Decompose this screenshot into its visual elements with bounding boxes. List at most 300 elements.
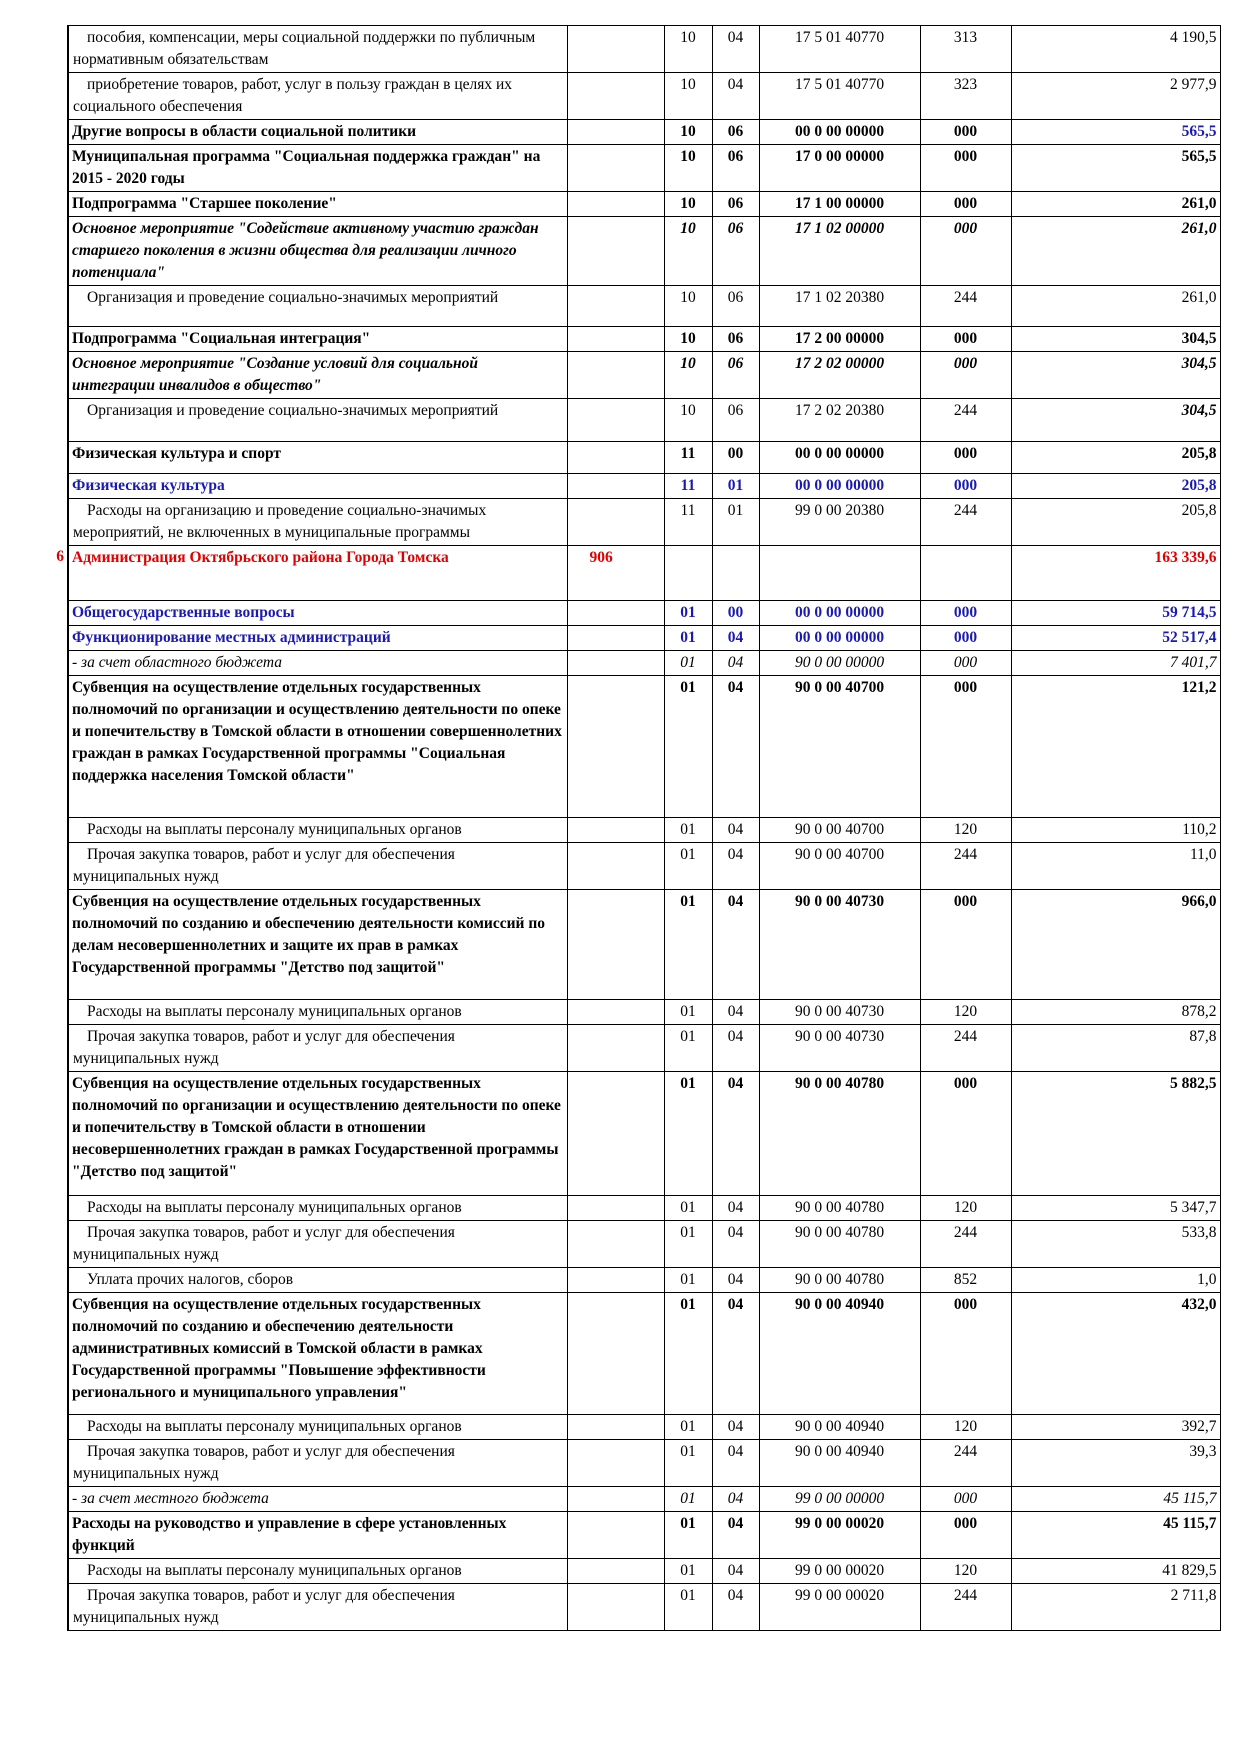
amount: 1,0 [1011, 1268, 1220, 1293]
row-name: Расходы на выплаты персоналу муниципальных органов [68, 1196, 567, 1221]
section-code: 11 [664, 442, 712, 474]
expense-type-code: 244 [920, 399, 1011, 442]
row-name: Администрация Октябрьского района Города Томска [68, 546, 567, 601]
department-code: 906 [567, 546, 664, 601]
subsection-code: 04 [712, 1512, 759, 1559]
expense-type-code: 000 [920, 626, 1011, 651]
target-article-code: 90 0 00 40940 [759, 1415, 920, 1440]
subsection-code: 04 [712, 1000, 759, 1025]
row-number [28, 626, 68, 651]
amount: 205,8 [1011, 499, 1220, 546]
row-name: - за счет местного бюджета [68, 1487, 567, 1512]
section-code: 01 [664, 1440, 712, 1487]
department-code [567, 676, 664, 818]
department-code [567, 601, 664, 626]
department-code [567, 327, 664, 352]
row-name: Подпрограмма "Социальная интеграция" [68, 327, 567, 352]
section-code: 10 [664, 399, 712, 442]
table-row [28, 442, 1220, 474]
target-article-code: 99 0 00 00020 [759, 1584, 920, 1631]
budget-table [28, 25, 1221, 1631]
amount: 45 115,7 [1011, 1487, 1220, 1512]
expense-type-code: 000 [920, 327, 1011, 352]
subsection-code: 00 [712, 442, 759, 474]
subsection-code: 04 [712, 1221, 759, 1268]
target-article-code: 90 0 00 40940 [759, 1440, 920, 1487]
subsection-code: 06 [712, 327, 759, 352]
department-code [567, 1000, 664, 1025]
row-number [28, 1268, 68, 1293]
row-name: Функционирование местных администраций [68, 626, 567, 651]
department-code [567, 120, 664, 145]
department-code [567, 890, 664, 1000]
row-number [28, 1072, 68, 1196]
row-name: Субвенция на осуществление отдельных государственных полномочий по организации и осуществлению деятельности по опеке и попечительству в Томской области в отношении совершеннолетних граждан в рамках Государственной программы "Социальная поддержка населения Томской области" [68, 676, 567, 818]
table-row [28, 1000, 1220, 1025]
expense-type-code: 852 [920, 1268, 1011, 1293]
target-article-code: 90 0 00 40700 [759, 818, 920, 843]
table-row [28, 73, 1220, 120]
target-article-code: 17 2 00 00000 [759, 327, 920, 352]
table-row [28, 1512, 1220, 1559]
row-number [28, 1293, 68, 1415]
table-row [28, 1415, 1220, 1440]
table-row [28, 1293, 1220, 1415]
row-name: Субвенция на осуществление отдельных государственных полномочий по созданию и обеспечению деятельности административных комиссий в Томской области в рамках Государственной программы "Повышение эффективности регионального и муниципального управления" [68, 1293, 567, 1415]
subsection-code: 01 [712, 499, 759, 546]
row-number [28, 651, 68, 676]
amount: 261,0 [1011, 192, 1220, 217]
department-code [567, 651, 664, 676]
amount: 565,5 [1011, 145, 1220, 192]
section-code: 01 [664, 601, 712, 626]
row-number [28, 676, 68, 818]
subsection-code: 04 [712, 818, 759, 843]
target-article-code: 00 0 00 00000 [759, 474, 920, 499]
amount: 52 517,4 [1011, 626, 1220, 651]
expense-type-code: 244 [920, 1584, 1011, 1631]
expense-type-code: 120 [920, 1559, 1011, 1584]
row-name: Расходы на организацию и проведение социально-значимых мероприятий, не включенных в муниципальные программы [68, 499, 567, 546]
table-row [28, 120, 1220, 145]
table-row [28, 399, 1220, 442]
amount: 11,0 [1011, 843, 1220, 890]
section-code: 10 [664, 26, 712, 73]
row-name: Основное мероприятие "Создание условий для социальной интеграции инвалидов в общество" [68, 352, 567, 399]
amount: 5 882,5 [1011, 1072, 1220, 1196]
row-name: пособия, компенсации, меры социальной поддержки по публичным нормативным обязательствам [68, 26, 567, 73]
row-name: Расходы на выплаты персоналу муниципальных органов [68, 1000, 567, 1025]
subsection-code: 04 [712, 73, 759, 120]
department-code [567, 73, 664, 120]
section-code: 01 [664, 1025, 712, 1072]
amount: 5 347,7 [1011, 1196, 1220, 1221]
table-row [28, 1487, 1220, 1512]
expense-type-code: 000 [920, 120, 1011, 145]
target-article-code: 90 0 00 00000 [759, 651, 920, 676]
row-name: Прочая закупка товаров, работ и услуг для обеспечения муниципальных нужд [68, 1025, 567, 1072]
row-number [28, 120, 68, 145]
row-number [28, 73, 68, 120]
expense-type-code: 000 [920, 1487, 1011, 1512]
expense-type-code: 244 [920, 1025, 1011, 1072]
expense-type-code: 120 [920, 1000, 1011, 1025]
row-name: Другие вопросы в области социальной политики [68, 120, 567, 145]
row-number [28, 843, 68, 890]
table-row [28, 676, 1220, 818]
subsection-code: 04 [712, 1559, 759, 1584]
table-row [28, 217, 1220, 286]
row-name: Основное мероприятие "Содействие активному участию граждан старшего поколения в жизни общества для реализации личного потенциала" [68, 217, 567, 286]
expense-type-code: 000 [920, 352, 1011, 399]
amount: 7 401,7 [1011, 651, 1220, 676]
target-article-code: 99 0 00 00020 [759, 1559, 920, 1584]
row-number [28, 286, 68, 327]
amount: 565,5 [1011, 120, 1220, 145]
subsection-code: 06 [712, 217, 759, 286]
row-number [28, 1440, 68, 1487]
expense-type-code: 000 [920, 601, 1011, 626]
expense-type-code: 000 [920, 890, 1011, 1000]
expense-type-code: 244 [920, 286, 1011, 327]
section-code: 01 [664, 1268, 712, 1293]
department-code [567, 1440, 664, 1487]
row-name: Физическая культура [68, 474, 567, 499]
row-number [28, 499, 68, 546]
target-article-code: 90 0 00 40730 [759, 1025, 920, 1072]
department-code [567, 1512, 664, 1559]
amount: 87,8 [1011, 1025, 1220, 1072]
amount: 392,7 [1011, 1415, 1220, 1440]
target-article-code: 90 0 00 40730 [759, 1000, 920, 1025]
subsection-code: 04 [712, 843, 759, 890]
row-number [28, 192, 68, 217]
subsection-code: 04 [712, 1293, 759, 1415]
department-code [567, 1221, 664, 1268]
table-row [28, 499, 1220, 546]
row-name: приобретение товаров, работ, услуг в пользу граждан в целях их социального обеспечения [68, 73, 567, 120]
expense-type-code: 120 [920, 818, 1011, 843]
table-row [28, 286, 1220, 327]
row-number [28, 26, 68, 73]
table-row [28, 474, 1220, 499]
section-code: 10 [664, 286, 712, 327]
expense-type-code [920, 546, 1011, 601]
section-code: 01 [664, 1415, 712, 1440]
subsection-code: 04 [712, 1415, 759, 1440]
row-number [28, 399, 68, 442]
expense-type-code: 000 [920, 145, 1011, 192]
table-row [28, 1440, 1220, 1487]
subsection-code: 04 [712, 676, 759, 818]
target-article-code: 90 0 00 40780 [759, 1072, 920, 1196]
amount: 304,5 [1011, 327, 1220, 352]
expense-type-code: 000 [920, 651, 1011, 676]
department-code [567, 626, 664, 651]
expense-type-code: 000 [920, 192, 1011, 217]
amount: 39,3 [1011, 1440, 1220, 1487]
section-code: 01 [664, 1512, 712, 1559]
amount: 304,5 [1011, 399, 1220, 442]
subsection-code: 06 [712, 286, 759, 327]
row-number [28, 1000, 68, 1025]
subsection-code: 04 [712, 1487, 759, 1512]
target-article-code: 00 0 00 00000 [759, 626, 920, 651]
table-row [28, 1196, 1220, 1221]
row-name: Прочая закупка товаров, работ и услуг для обеспечения муниципальных нужд [68, 1440, 567, 1487]
amount: 878,2 [1011, 1000, 1220, 1025]
section-code: 01 [664, 818, 712, 843]
expense-type-code: 000 [920, 1512, 1011, 1559]
subsection-code: 06 [712, 399, 759, 442]
section-code: 10 [664, 120, 712, 145]
row-name: - за счет областного бюджета [68, 651, 567, 676]
row-number [28, 1487, 68, 1512]
amount: 45 115,7 [1011, 1512, 1220, 1559]
department-code [567, 26, 664, 73]
section-code: 01 [664, 1559, 712, 1584]
table-row [28, 1584, 1220, 1631]
target-article-code: 99 0 00 00020 [759, 1512, 920, 1559]
expense-type-code: 000 [920, 217, 1011, 286]
section-code: 01 [664, 843, 712, 890]
table-row [28, 145, 1220, 192]
amount: 41 829,5 [1011, 1559, 1220, 1584]
expense-type-code: 000 [920, 1293, 1011, 1415]
row-name: Расходы на выплаты персоналу муниципальных органов [68, 1415, 567, 1440]
target-article-code: 90 0 00 40700 [759, 676, 920, 818]
row-number [28, 1221, 68, 1268]
target-article-code: 17 5 01 40770 [759, 73, 920, 120]
table-row [28, 1025, 1220, 1072]
target-article-code: 17 5 01 40770 [759, 26, 920, 73]
row-number [28, 217, 68, 286]
department-code [567, 1415, 664, 1440]
subsection-code: 04 [712, 890, 759, 1000]
table-row [28, 1072, 1220, 1196]
subsection-code [712, 546, 759, 601]
subsection-code: 06 [712, 352, 759, 399]
section-code: 01 [664, 1584, 712, 1631]
target-article-code: 17 1 02 00000 [759, 217, 920, 286]
table-row [28, 546, 1220, 601]
section-code: 01 [664, 1000, 712, 1025]
amount: 205,8 [1011, 442, 1220, 474]
row-name: Общегосударственные вопросы [68, 601, 567, 626]
section-code: 01 [664, 651, 712, 676]
row-name: Расходы на выплаты персоналу муниципальных органов [68, 818, 567, 843]
department-code [567, 843, 664, 890]
row-number [28, 1025, 68, 1072]
section-code: 10 [664, 352, 712, 399]
department-code [567, 442, 664, 474]
target-article-code: 90 0 00 40940 [759, 1293, 920, 1415]
row-number [28, 442, 68, 474]
row-name: Муниципальная программа "Социальная поддержка граждан" на 2015 - 2020 годы [68, 145, 567, 192]
section-code: 10 [664, 145, 712, 192]
table-row [28, 327, 1220, 352]
target-article-code: 90 0 00 40780 [759, 1268, 920, 1293]
amount: 2 711,8 [1011, 1584, 1220, 1631]
expense-type-code: 244 [920, 1440, 1011, 1487]
row-name: Прочая закупка товаров, работ и услуг для обеспечения муниципальных нужд [68, 1584, 567, 1631]
section-code [664, 546, 712, 601]
table-row [28, 890, 1220, 1000]
row-name: Подпрограмма "Старшее поколение" [68, 192, 567, 217]
amount: 110,2 [1011, 818, 1220, 843]
target-article-code: 90 0 00 40780 [759, 1196, 920, 1221]
section-code: 01 [664, 1487, 712, 1512]
amount: 163 339,6 [1011, 546, 1220, 601]
amount: 205,8 [1011, 474, 1220, 499]
expense-type-code: 120 [920, 1196, 1011, 1221]
department-code [567, 1268, 664, 1293]
department-code [567, 1584, 664, 1631]
amount: 121,2 [1011, 676, 1220, 818]
row-name: Уплата прочих налогов, сборов [68, 1268, 567, 1293]
row-number [28, 327, 68, 352]
target-article-code: 90 0 00 40780 [759, 1221, 920, 1268]
table-row [28, 1268, 1220, 1293]
target-article-code: 00 0 00 00000 [759, 601, 920, 626]
table-row [28, 1221, 1220, 1268]
target-article-code: 17 2 02 20380 [759, 399, 920, 442]
row-number [28, 601, 68, 626]
row-number [28, 1584, 68, 1631]
expense-type-code: 313 [920, 26, 1011, 73]
section-code: 01 [664, 890, 712, 1000]
subsection-code: 00 [712, 601, 759, 626]
amount: 966,0 [1011, 890, 1220, 1000]
target-article-code: 00 0 00 00000 [759, 120, 920, 145]
section-code: 10 [664, 192, 712, 217]
amount: 261,0 [1011, 286, 1220, 327]
target-article-code: 17 1 00 00000 [759, 192, 920, 217]
table-row [28, 1559, 1220, 1584]
section-code: 10 [664, 73, 712, 120]
row-number [28, 1512, 68, 1559]
subsection-code: 04 [712, 1025, 759, 1072]
section-code: 01 [664, 1196, 712, 1221]
department-code [567, 1196, 664, 1221]
subsection-code: 04 [712, 1196, 759, 1221]
department-code [567, 1559, 664, 1584]
table-row [28, 818, 1220, 843]
row-name: Организация и проведение социально-значимых мероприятий [68, 399, 567, 442]
department-code [567, 217, 664, 286]
section-code: 11 [664, 499, 712, 546]
amount: 2 977,9 [1011, 73, 1220, 120]
section-code: 01 [664, 1221, 712, 1268]
amount: 261,0 [1011, 217, 1220, 286]
row-name: Прочая закупка товаров, работ и услуг для обеспечения муниципальных нужд [68, 1221, 567, 1268]
section-code: 10 [664, 327, 712, 352]
amount: 533,8 [1011, 1221, 1220, 1268]
row-number [28, 352, 68, 399]
subsection-code: 04 [712, 651, 759, 676]
department-code [567, 474, 664, 499]
target-article-code: 99 0 00 20380 [759, 499, 920, 546]
section-code: 01 [664, 626, 712, 651]
table-row [28, 352, 1220, 399]
section-code: 01 [664, 1072, 712, 1196]
table-row [28, 651, 1220, 676]
section-code: 01 [664, 676, 712, 818]
expense-type-code: 000 [920, 676, 1011, 818]
row-number [28, 474, 68, 499]
row-name: Субвенция на осуществление отдельных государственных полномочий по организации и осуществлению деятельности по опеке и попечительству в Томской области в отношении несовершеннолетних граждан в рамках Государственной программы "Детство под защитой" [68, 1072, 567, 1196]
target-article-code: 17 0 00 00000 [759, 145, 920, 192]
table-row [28, 843, 1220, 890]
department-code [567, 352, 664, 399]
expense-type-code: 244 [920, 843, 1011, 890]
row-name: Физическая культура и спорт [68, 442, 567, 474]
row-number [28, 1415, 68, 1440]
subsection-code: 01 [712, 474, 759, 499]
table-row [28, 192, 1220, 217]
amount: 432,0 [1011, 1293, 1220, 1415]
subsection-code: 06 [712, 192, 759, 217]
target-article-code [759, 546, 920, 601]
target-article-code: 90 0 00 40700 [759, 843, 920, 890]
subsection-code: 04 [712, 1268, 759, 1293]
amount: 59 714,5 [1011, 601, 1220, 626]
department-code [567, 286, 664, 327]
row-name: Расходы на руководство и управление в сфере установленных функций [68, 1512, 567, 1559]
amount: 4 190,5 [1011, 26, 1220, 73]
subsection-code: 04 [712, 1440, 759, 1487]
expense-type-code: 244 [920, 499, 1011, 546]
expense-type-code: 000 [920, 474, 1011, 499]
section-code: 11 [664, 474, 712, 499]
expense-type-code: 323 [920, 73, 1011, 120]
row-name: Субвенция на осуществление отдельных государственных полномочий по созданию и обеспечению деятельности комиссий по делам несовершеннолетних и защите их прав в рамках Государственной программы "Детство под защитой" [68, 890, 567, 1000]
section-code: 01 [664, 1293, 712, 1415]
row-number [28, 818, 68, 843]
subsection-code: 04 [712, 1584, 759, 1631]
expense-type-code: 000 [920, 442, 1011, 474]
target-article-code: 99 0 00 00000 [759, 1487, 920, 1512]
expense-type-code: 244 [920, 1221, 1011, 1268]
row-number: 6 [28, 546, 68, 601]
expense-type-code: 120 [920, 1415, 1011, 1440]
table-row [28, 26, 1220, 73]
subsection-code: 06 [712, 145, 759, 192]
subsection-code: 04 [712, 626, 759, 651]
table-row [28, 626, 1220, 651]
department-code [567, 1293, 664, 1415]
department-code [567, 399, 664, 442]
table-row [28, 601, 1220, 626]
row-number [28, 145, 68, 192]
department-code [567, 499, 664, 546]
row-name: Расходы на выплаты персоналу муниципальных органов [68, 1559, 567, 1584]
target-article-code: 00 0 00 00000 [759, 442, 920, 474]
subsection-code: 06 [712, 120, 759, 145]
subsection-code: 04 [712, 1072, 759, 1196]
row-name: Организация и проведение социально-значимых мероприятий [68, 286, 567, 327]
target-article-code: 17 1 02 20380 [759, 286, 920, 327]
expense-type-code: 000 [920, 1072, 1011, 1196]
row-number [28, 1559, 68, 1584]
subsection-code: 04 [712, 26, 759, 73]
target-article-code: 90 0 00 40730 [759, 890, 920, 1000]
department-code [567, 145, 664, 192]
department-code [567, 192, 664, 217]
department-code [567, 1072, 664, 1196]
row-name: Прочая закупка товаров, работ и услуг для обеспечения муниципальных нужд [68, 843, 567, 890]
department-code [567, 1025, 664, 1072]
